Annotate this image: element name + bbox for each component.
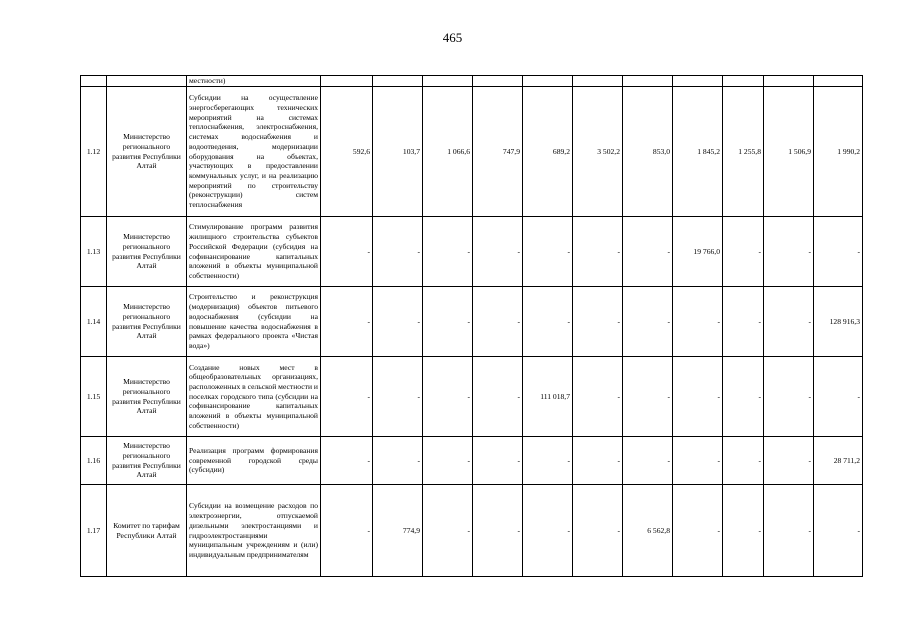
row-value: - [373, 357, 423, 437]
row-value: - [423, 437, 473, 485]
row-value: - [423, 217, 473, 287]
row-value: - [573, 485, 623, 577]
cont-desc-cell [187, 76, 321, 87]
row-value: 853,0 [623, 87, 673, 217]
row-value: - [321, 437, 373, 485]
cont-val-cell [573, 76, 623, 87]
row-organization: Министерство регионального развития Республики Алтай [107, 87, 187, 217]
row-value: 1 506,9 [764, 87, 814, 217]
row-description: Создание новых мест в общеобразовательных организациях, расположенных в сельской местности и поселках городского типа (субсидии на софинансирование капитальных вложений в объекты муниципальной собственности) [187, 357, 321, 437]
row-organization: Министерство регионального развития Республики Алтай [107, 357, 187, 437]
row-value: - [523, 287, 573, 357]
row-number: 1.13 [81, 217, 107, 287]
row-value: - [623, 217, 673, 287]
row-value: - [764, 437, 814, 485]
row-value: - [623, 287, 673, 357]
cont-val-cell [423, 76, 473, 87]
table-row [81, 87, 863, 217]
row-value: - [321, 485, 373, 577]
table-row [81, 357, 863, 437]
row-value: - [723, 217, 764, 287]
row-value: - [423, 485, 473, 577]
continuation-row [81, 76, 863, 87]
row-value: - [423, 287, 473, 357]
cont-val-cell [523, 76, 573, 87]
row-organization: Министерство регионального развития Республики Алтай [107, 437, 187, 485]
row-value: - [814, 217, 863, 287]
row-organization: Министерство регионального развития Республики Алтай [107, 217, 187, 287]
row-value: 28 711,2 [814, 437, 863, 485]
row-value: - [623, 437, 673, 485]
row-value: - [673, 485, 723, 577]
row-value: 1 255,8 [723, 87, 764, 217]
row-value: - [814, 485, 863, 577]
row-value: - [373, 437, 423, 485]
cont-val-cell [814, 76, 863, 87]
row-value: - [573, 357, 623, 437]
row-value: 592,6 [321, 87, 373, 217]
row-description: Субсидии на осуществление энергосберегающих технических мероприятий на системах теплоснабжения, электроснабжения, системах водоснабжения и водоотведения, модернизации оборудования на объектах, участвующих в предоставлении коммунальных услуг, и на реализацию мероприятий по строительству (реконструкции) систем теплоснабжения [187, 87, 321, 217]
row-organization: Комитет по тарифам Республики Алтай [107, 485, 187, 577]
row-description: Субсидии на возмещение расходов по электроэнергии, отпускаемой дизельными электростанциями и гидроэлектростанциями муниципальным учреждениям и (или) индивидуальным предпринимателям [187, 485, 321, 577]
page-number: 465 [442, 30, 463, 45]
table-row [81, 217, 863, 287]
row-value: 128 916,3 [814, 287, 863, 357]
row-value: - [321, 357, 373, 437]
row-value: - [573, 437, 623, 485]
row-value: - [373, 217, 423, 287]
row-value: - [373, 287, 423, 357]
cont-val-cell [723, 76, 764, 87]
budget-table [80, 75, 863, 577]
table-row [81, 437, 863, 485]
row-value: 1 845,2 [673, 87, 723, 217]
row-number: 1.16 [81, 437, 107, 485]
row-value: - [723, 485, 764, 577]
row-value: - [673, 287, 723, 357]
cont-val-cell [764, 76, 814, 87]
row-value: - [764, 287, 814, 357]
cont-num-cell [81, 76, 107, 87]
continuation-text: местности) [189, 76, 226, 86]
row-value: - [523, 217, 573, 287]
row-value: - [573, 287, 623, 357]
cont-val-cell [373, 76, 423, 87]
row-value: - [523, 485, 573, 577]
row-value: 689,2 [523, 87, 573, 217]
row-value: - [473, 357, 523, 437]
row-value: 19 766,0 [673, 217, 723, 287]
row-description: Строительство и реконструкция (модернизация) объектов питьевого водоснабжения (субсидии на повышение качества водоснабжения в рамках федерального проекта «Чистая вода») [187, 287, 321, 357]
row-value: - [573, 217, 623, 287]
row-number: 1.12 [81, 87, 107, 217]
row-value: 747,9 [473, 87, 523, 217]
row-value: - [473, 437, 523, 485]
cont-org-cell [107, 76, 187, 87]
row-value: - [673, 437, 723, 485]
row-value: - [723, 287, 764, 357]
row-value: 6 562,8 [623, 485, 673, 577]
row-value: - [723, 437, 764, 485]
row-value: - [473, 287, 523, 357]
row-value: - [623, 357, 673, 437]
row-value: - [673, 357, 723, 437]
row-description: Реализация программ формирования современной городской среды (субсидии) [187, 437, 321, 485]
row-number: 1.14 [81, 287, 107, 357]
row-value: 1 990,2 [814, 87, 863, 217]
row-organization: Министерство регионального развития Республики Алтай [107, 287, 187, 357]
row-value: 111 018,7 [523, 357, 573, 437]
row-value: - [423, 357, 473, 437]
row-value: 3 502,2 [573, 87, 623, 217]
row-description: Стимулирование программ развития жилищного строительства субъектов Российской Федерации (субсидия на софинансирование капитальных вложений в объекты муниципальной собственности) [187, 217, 321, 287]
row-value: - [321, 217, 373, 287]
table-row [81, 485, 863, 577]
cont-val-cell [623, 76, 673, 87]
row-value: - [814, 357, 863, 437]
row-value: - [764, 357, 814, 437]
cont-val-cell [321, 76, 373, 87]
row-value: - [321, 287, 373, 357]
row-number: 1.17 [81, 485, 107, 577]
row-value: - [764, 485, 814, 577]
row-value: 774,9 [373, 485, 423, 577]
row-value: - [764, 217, 814, 287]
row-value: - [473, 485, 523, 577]
row-value: - [523, 437, 573, 485]
row-value: - [723, 357, 764, 437]
cont-val-cell [673, 76, 723, 87]
row-value: 1 066,6 [423, 87, 473, 217]
cont-val-cell [473, 76, 523, 87]
table-row [81, 287, 863, 357]
row-value: 103,7 [373, 87, 423, 217]
row-value: - [473, 217, 523, 287]
row-number: 1.15 [81, 357, 107, 437]
